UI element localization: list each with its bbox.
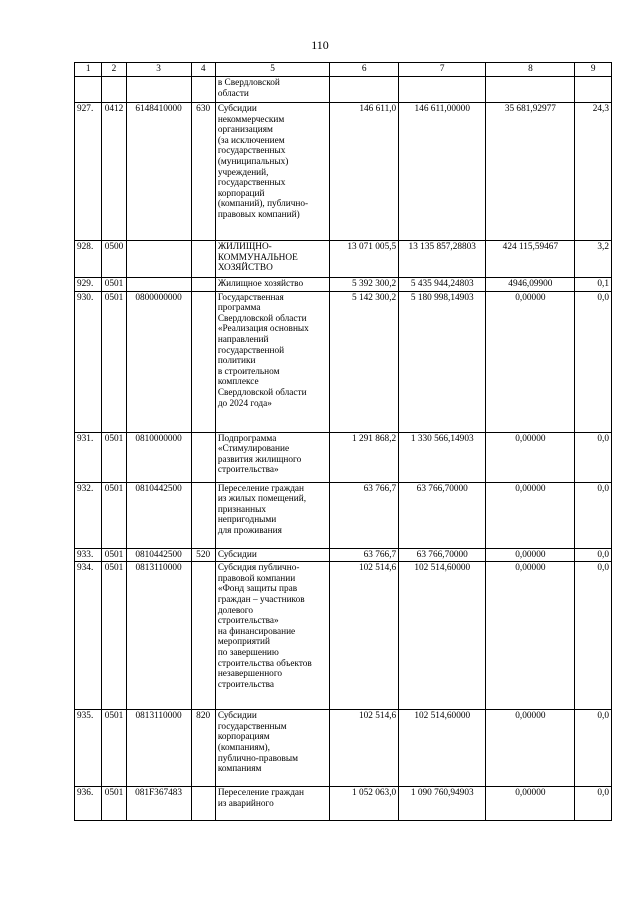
section-code: 0501 bbox=[102, 710, 126, 787]
table-row bbox=[75, 548, 612, 562]
section-code: 0501 bbox=[102, 432, 126, 482]
executed-amount: 0,00000 bbox=[486, 291, 575, 432]
row-number bbox=[75, 77, 102, 103]
section-code: 0500 bbox=[102, 241, 126, 278]
approved-amount: 5 142 300,2 bbox=[330, 291, 399, 432]
expense-type-code bbox=[191, 562, 215, 710]
row-number: 935. bbox=[75, 710, 102, 787]
refined-amount: 5 180 998,14903 bbox=[399, 291, 486, 432]
column-header: 8 bbox=[486, 63, 575, 77]
table-body bbox=[75, 77, 612, 821]
section-code: 0501 bbox=[102, 278, 126, 292]
approved-amount: 13 071 005,5 bbox=[330, 241, 399, 278]
column-header: 5 bbox=[215, 63, 329, 77]
item-name: Субсидии некоммерческим организациям (за исключением государственных (муниципальных) учреждений, государственных корпораций (компаний), публично- правовых компаний) bbox=[215, 103, 329, 241]
item-name: в Свердловской области bbox=[215, 77, 329, 103]
section-code: 0412 bbox=[102, 103, 126, 241]
target-article-code: 081F367483 bbox=[126, 787, 191, 821]
refined-amount: 13 135 857,28803 bbox=[399, 241, 486, 278]
execution-percent: 0,0 bbox=[575, 432, 612, 482]
execution-percent: 0,0 bbox=[575, 710, 612, 787]
approved-amount: 1 052 063,0 bbox=[330, 787, 399, 821]
refined-amount: 63 766,70000 bbox=[399, 482, 486, 548]
item-name: Субсидии bbox=[215, 548, 329, 562]
approved-amount: 146 611,0 bbox=[330, 103, 399, 241]
execution-percent: 3,2 bbox=[575, 241, 612, 278]
item-name: ЖИЛИЩНО- КОММУНАЛЬНОЕ ХОЗЯЙСТВО bbox=[215, 241, 329, 278]
execution-percent: 0,0 bbox=[575, 787, 612, 821]
table-row bbox=[75, 432, 612, 482]
target-article-code: 6148410000 bbox=[126, 103, 191, 241]
executed-amount: 35 681,92977 bbox=[486, 103, 575, 241]
execution-percent: 0,1 bbox=[575, 278, 612, 292]
expense-type-code bbox=[191, 482, 215, 548]
column-header: 6 bbox=[330, 63, 399, 77]
table-row bbox=[75, 77, 612, 103]
target-article-code: 0813110000 bbox=[126, 710, 191, 787]
row-number: 928. bbox=[75, 241, 102, 278]
table-row bbox=[75, 562, 612, 710]
expense-type-code bbox=[191, 77, 215, 103]
column-header: 1 bbox=[75, 63, 102, 77]
row-number: 930. bbox=[75, 291, 102, 432]
target-article-code bbox=[126, 278, 191, 292]
refined-amount: 102 514,60000 bbox=[399, 710, 486, 787]
refined-amount: 63 766,70000 bbox=[399, 548, 486, 562]
column-header: 4 bbox=[191, 63, 215, 77]
target-article-code: 0810442500 bbox=[126, 548, 191, 562]
expense-type-code bbox=[191, 787, 215, 821]
execution-percent: 0,0 bbox=[575, 562, 612, 710]
target-article-code bbox=[126, 241, 191, 278]
section-code: 0501 bbox=[102, 562, 126, 710]
executed-amount: 0,00000 bbox=[486, 432, 575, 482]
refined-amount bbox=[399, 77, 486, 103]
expense-type-code: 520 bbox=[191, 548, 215, 562]
table-row bbox=[75, 710, 612, 787]
column-header: 7 bbox=[399, 63, 486, 77]
executed-amount: 0,00000 bbox=[486, 787, 575, 821]
executed-amount: 424 115,59467 bbox=[486, 241, 575, 278]
expense-type-code: 820 bbox=[191, 710, 215, 787]
row-number: 927. bbox=[75, 103, 102, 241]
execution-percent: 0,0 bbox=[575, 482, 612, 548]
table-row bbox=[75, 241, 612, 278]
approved-amount: 102 514,6 bbox=[330, 710, 399, 787]
approved-amount: 5 392 300,2 bbox=[330, 278, 399, 292]
approved-amount: 63 766,7 bbox=[330, 548, 399, 562]
execution-percent: 0,0 bbox=[575, 548, 612, 562]
target-article-code: 0810000000 bbox=[126, 432, 191, 482]
section-code bbox=[102, 77, 126, 103]
executed-amount: 0,00000 bbox=[486, 482, 575, 548]
approved-amount: 1 291 868,2 bbox=[330, 432, 399, 482]
target-article-code: 0813110000 bbox=[126, 562, 191, 710]
table-row bbox=[75, 787, 612, 821]
row-number: 931. bbox=[75, 432, 102, 482]
row-number: 936. bbox=[75, 787, 102, 821]
section-code: 0501 bbox=[102, 548, 126, 562]
column-header: 3 bbox=[126, 63, 191, 77]
execution-percent bbox=[575, 77, 612, 103]
executed-amount: 4946,09900 bbox=[486, 278, 575, 292]
budget-table bbox=[74, 62, 612, 821]
table-row bbox=[75, 278, 612, 292]
approved-amount bbox=[330, 77, 399, 103]
executed-amount: 0,00000 bbox=[486, 548, 575, 562]
approved-amount: 102 514,6 bbox=[330, 562, 399, 710]
approved-amount: 63 766,7 bbox=[330, 482, 399, 548]
row-number: 929. bbox=[75, 278, 102, 292]
item-name: Переселение граждан из жилых помещений, признанных непригодными для проживания bbox=[215, 482, 329, 548]
column-header: 9 bbox=[575, 63, 612, 77]
column-number-row bbox=[75, 63, 612, 77]
expense-type-code bbox=[191, 241, 215, 278]
item-name: Жилищное хозяйство bbox=[215, 278, 329, 292]
section-code: 0501 bbox=[102, 787, 126, 821]
execution-percent: 0,0 bbox=[575, 291, 612, 432]
item-name: Переселение граждан из аварийного bbox=[215, 787, 329, 821]
expense-type-code bbox=[191, 278, 215, 292]
item-name: Государственная программа Свердловской области «Реализация основных направлений государственной политики в строительном комплексе Свердловской области до 2024 года» bbox=[215, 291, 329, 432]
executed-amount: 0,00000 bbox=[486, 562, 575, 710]
executed-amount bbox=[486, 77, 575, 103]
refined-amount: 5 435 944,24803 bbox=[399, 278, 486, 292]
table-row bbox=[75, 482, 612, 548]
item-name: Субсидия публично- правовой компании «Фонд защиты прав граждан – участников долевого строительства» на финансирование мероприятий по завершению строительства объектов незавершенного строительства bbox=[215, 562, 329, 710]
row-number: 932. bbox=[75, 482, 102, 548]
refined-amount: 146 611,00000 bbox=[399, 103, 486, 241]
refined-amount: 102 514,60000 bbox=[399, 562, 486, 710]
expense-type-code bbox=[191, 291, 215, 432]
row-number: 933. bbox=[75, 548, 102, 562]
refined-amount: 1 090 760,94903 bbox=[399, 787, 486, 821]
target-article-code bbox=[126, 77, 191, 103]
item-name: Подпрограмма «Стимулирование развития жилищного строительства» bbox=[215, 432, 329, 482]
table-row bbox=[75, 103, 612, 241]
executed-amount: 0,00000 bbox=[486, 710, 575, 787]
refined-amount: 1 330 566,14903 bbox=[399, 432, 486, 482]
section-code: 0501 bbox=[102, 482, 126, 548]
expense-type-code: 630 bbox=[191, 103, 215, 241]
table-row bbox=[75, 291, 612, 432]
section-code: 0501 bbox=[102, 291, 126, 432]
row-number: 934. bbox=[75, 562, 102, 710]
expense-type-code bbox=[191, 432, 215, 482]
column-header: 2 bbox=[102, 63, 126, 77]
target-article-code: 0810442500 bbox=[126, 482, 191, 548]
execution-percent: 24,3 bbox=[575, 103, 612, 241]
item-name: Субсидии государственным корпорациям (компаниям), публично-правовым компаниям bbox=[215, 710, 329, 787]
page-number: 110 bbox=[311, 38, 329, 52]
target-article-code: 0800000000 bbox=[126, 291, 191, 432]
